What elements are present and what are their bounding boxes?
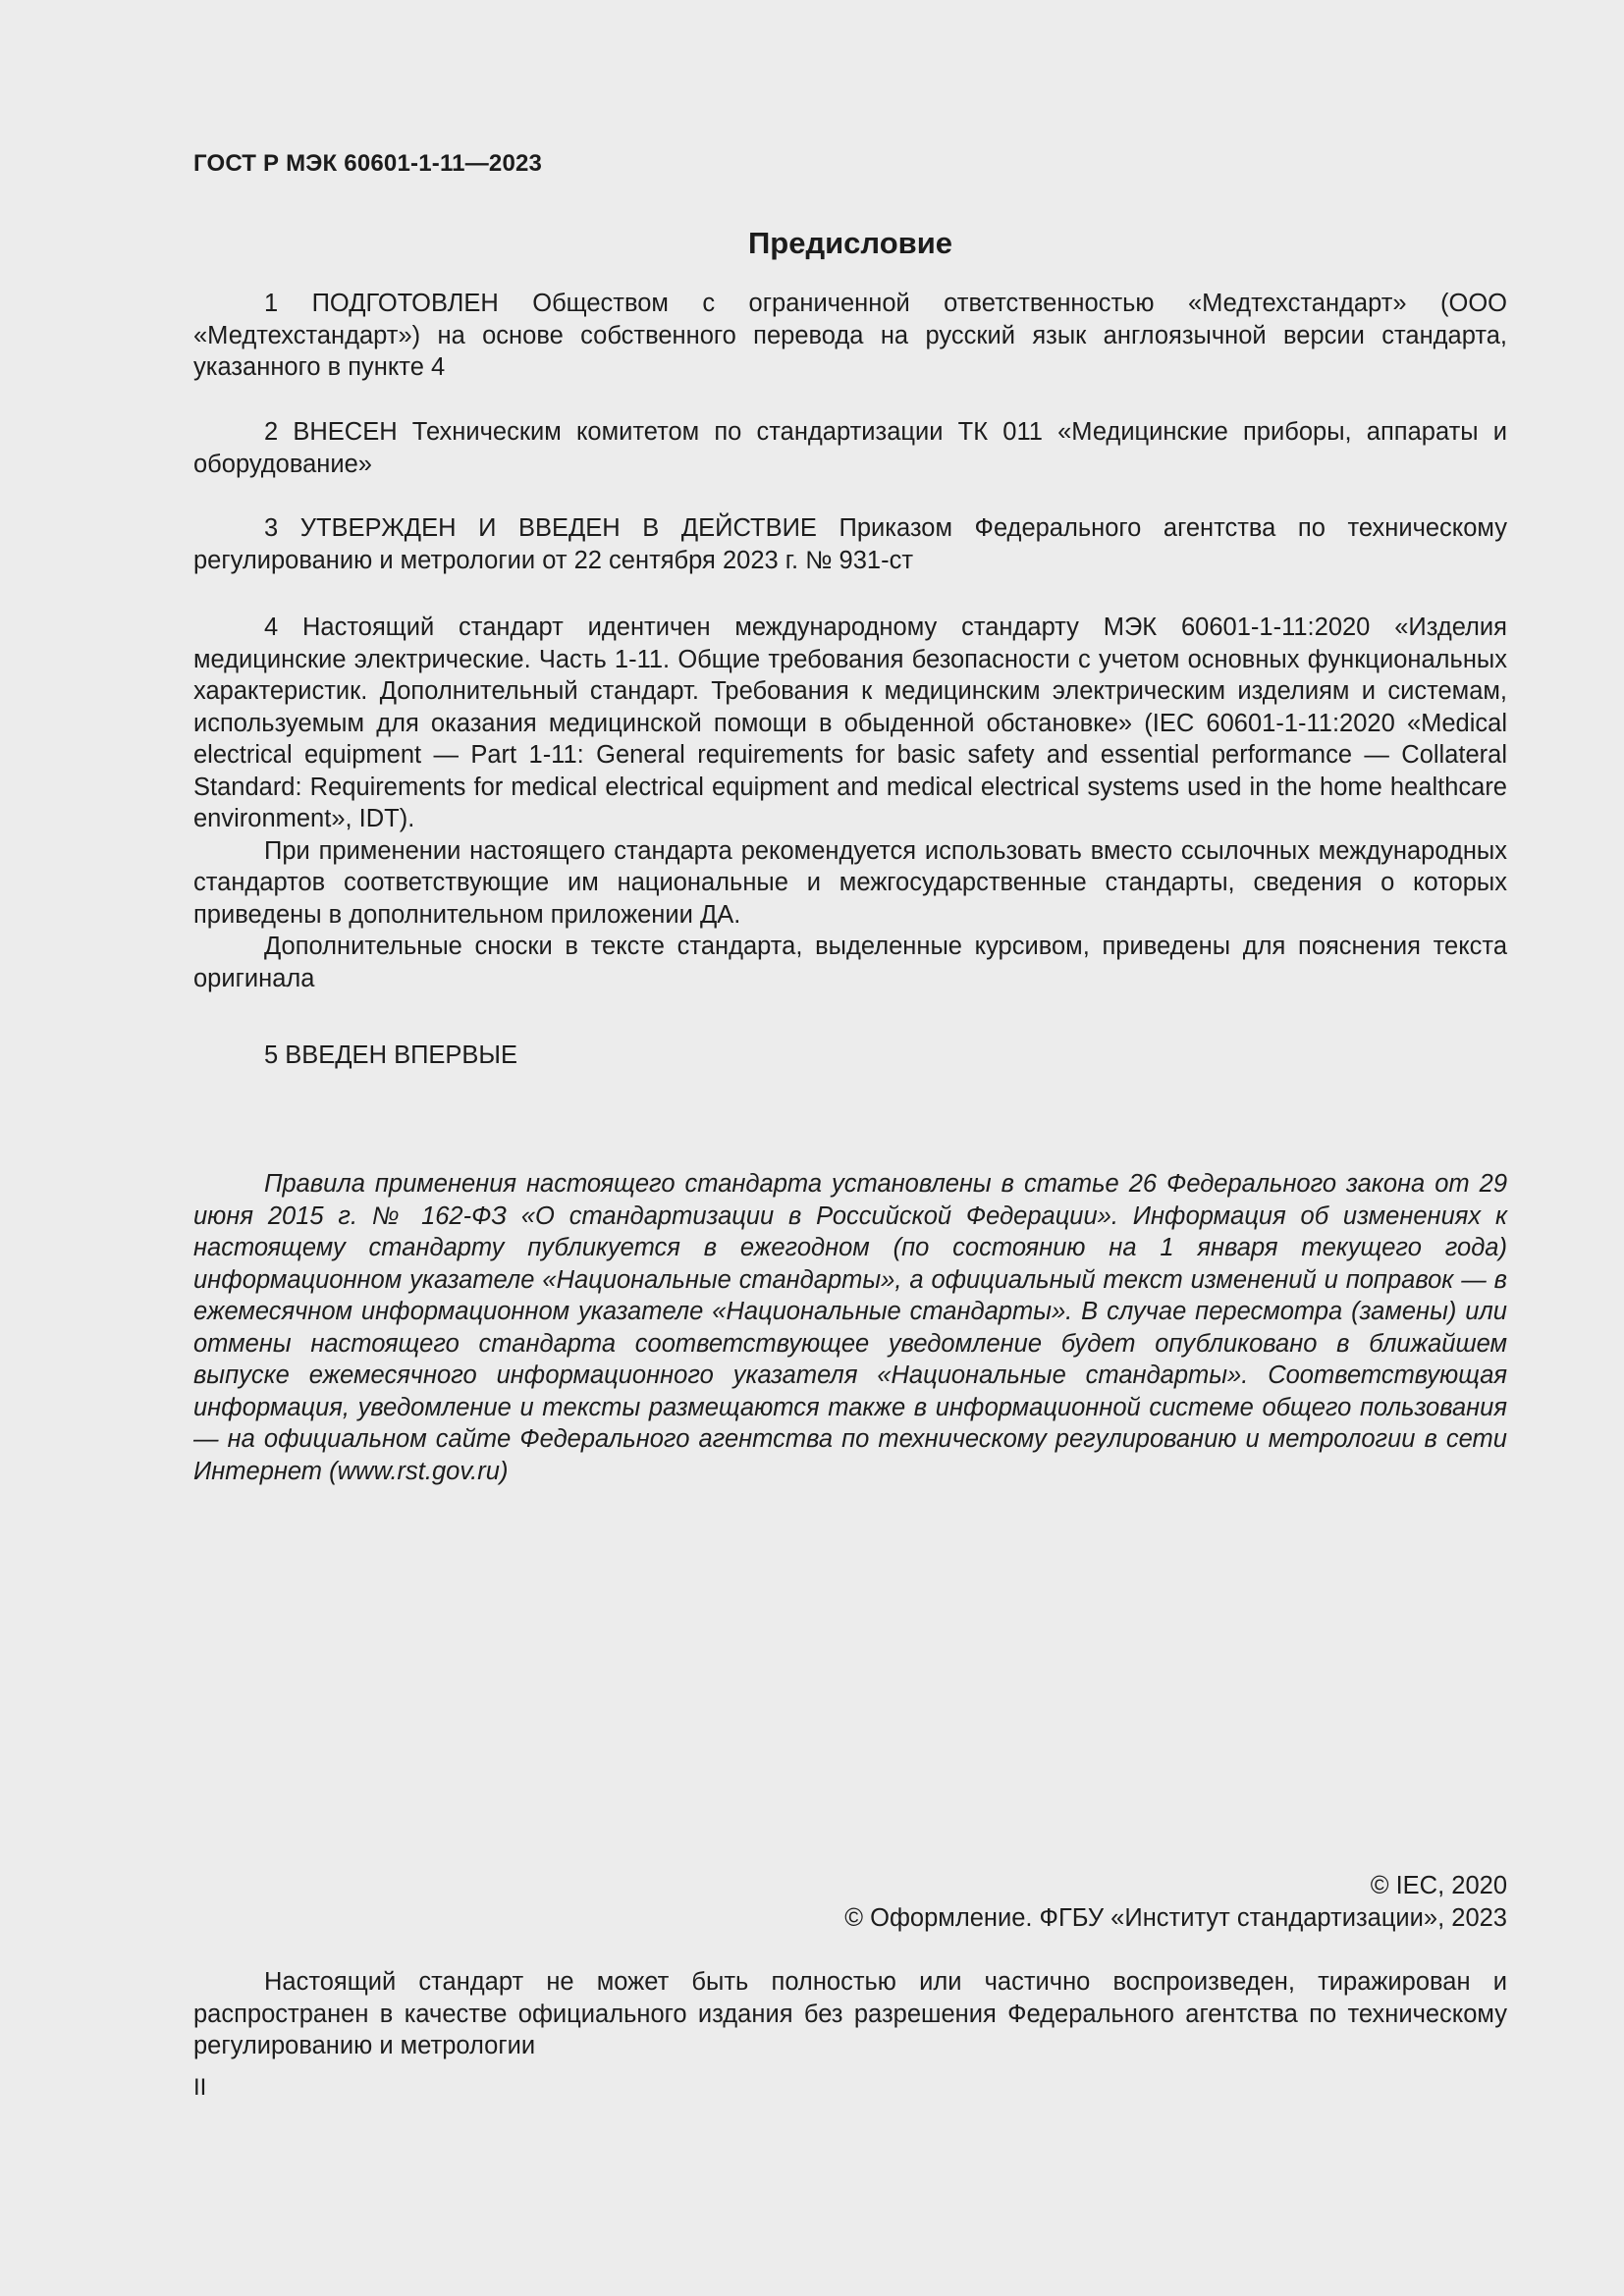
page-title: Предисловие [747,226,952,260]
preface-item-4 [193,612,1507,994]
document-code-header: ГОСТ Р МЭК 60601-1-11—2023 [193,150,543,177]
copyright-block [193,1870,1507,1934]
preface-item-1 [193,288,1507,384]
preface-item-1-text: 1 ПОДГОТОВЛЕН Обществом с ограниченной ответственностью «Медтехстандарт» (ООО «Медтехстандарт») на основе собственного перевода на русский язык англоязычной версии стандарта, указанного в пункте 4 [193,290,1507,381]
copyright-design: © Оформление. ФГБУ «Институт стандартизации», 2023 [844,1903,1507,1932]
preface-item-3 [193,512,1507,576]
preface-item-2-text: 2 ВНЕСЕН Техническим комитетом по стандартизации ТК 011 «Медицинские приборы, аппараты и оборудование» [193,418,1507,478]
preface-item-3-text: 3 УТВЕРЖДЕН И ВВЕДЕН В ДЕЙСТВИЕ Приказом Федерального агентства по техническому регулированию и метрологии от 22 сентября 2023 г. № 931-ст [193,514,1507,574]
page-number: II [193,2074,207,2101]
reproduction-notice [193,1966,1507,2062]
preface-item-2 [193,416,1507,480]
rules-notice [193,1168,1507,1487]
rules-notice-text: Правила применения настоящего стандарта установлены в статье 26 Федерального закона от 29 июня 2015 г. № 162-ФЗ «О стандартизации в Российской Федерации». Информация об изменениях к настоящему стандарту публикуется в ежегодном (по состоянию на 1 января текущего года) информационном указателе «Национальные стандарты», а официальный текст изменений и поправок — в ежемесячном информационном указателе «Национальные стандарты». В случае пересмотра (замены) или отмены настоящего стандарта соответствующее уведомление будет опубликовано в ближайшем выпуске ежемесячного информационного указателя «Национальные стандарты». Соответствующая информация, уведомление и тексты размещаются также в информационной системе общего пользования — на официальном сайте Федерального агентства по техническому регулированию и метрологии в сети Интернет (www.rst.gov.ru) [193,1170,1507,1485]
preface-item-4-footnotes-note: Дополнительные сноски в тексте стандарта, выделенные курсивом, приведены для пояснения текста оригинала [193,933,1507,992]
copyright-iec: © IEC, 2020 [1370,1872,1507,1899]
reproduction-notice-text: Настоящий стандарт не может быть полностью или частично воспроизведен, тиражирован и распространен в качестве официального издания без разрешения Федерального агентства по техническому регулированию и метрологии [193,1968,1507,2059]
preface-item-4-text: 4 Настоящий стандарт идентичен международному стандарту МЭК 60601-1-11:2020 «Изделия медицинские электрические. Часть 1-11. Общие требования безопасности с учетом основных функциональных характеристик. Дополнительный стандарт. Требования к медицинским электрическим изделиям и системам, используемым для оказания медицинской помощи в обыденной обстановке» (IEC 60601-1-11:2020 «Medical electrical equipment — Part 1-11: General requirements for basic safety and essential performance — Collateral Standard: Requirements for medical electrical equipment and medical electrical systems used in the home healthcare environment», IDT). [193,614,1507,832]
preface-item-5-text: 5 ВВЕДЕН ВПЕРВЫЕ [264,1041,518,1069]
preface-item-5 [193,1040,1507,1072]
preface-item-4-national-standards-note: При применении настоящего стандарта рекомендуется использовать вместо ссылочных международных стандартов соответствующие им национальные и межгосударственные стандарты, сведения о которых приведены в дополнительном приложении ДА. [193,836,1507,929]
